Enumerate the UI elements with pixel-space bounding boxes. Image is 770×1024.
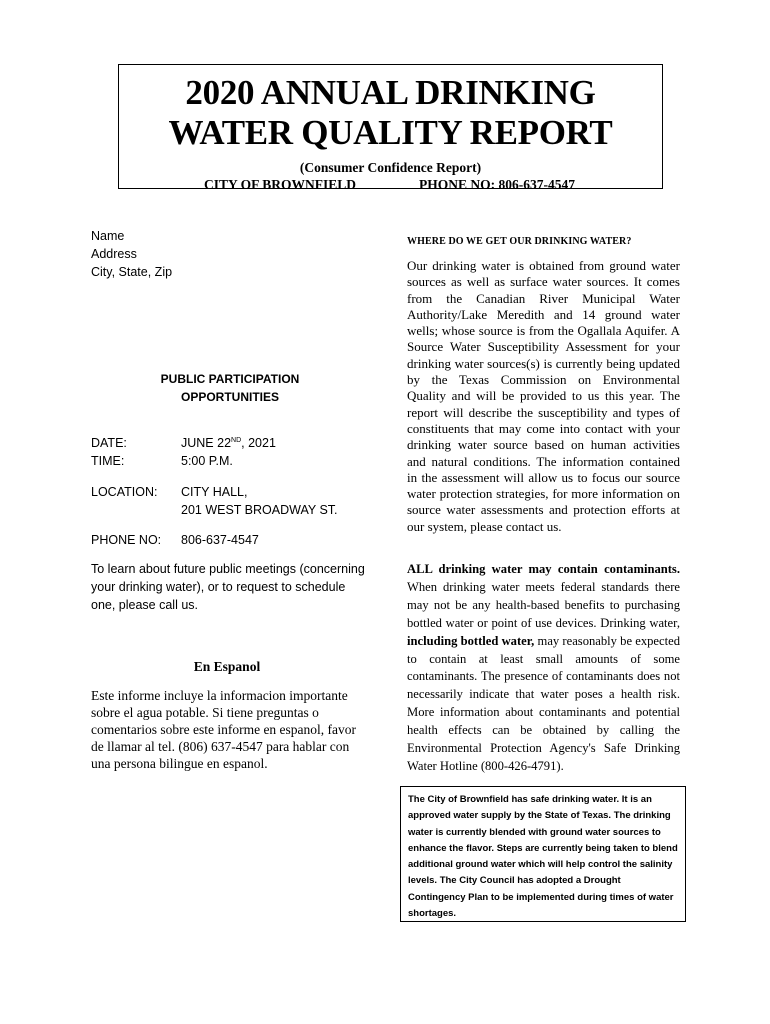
water-source-text: Our drinking water is obtained from ground water sources as well as surface water sources. It comes from the Canadian River Municipal Water Authority/Lake Meredith and 14 ground water wells; whose source is from the Ogallala Aquifer. A Source Water Susceptibility Assessment for your drinking water sources(s) is currently being updated by the Texas Commission on Environmental Quality and will be provided to us this year. The report will describe the susceptibility and types of constituents that may come into contact with your drinking water source based on human activities and natural conditions. The information contained in the assessment will allow us to focus our source water protection strategies, for more information on source water assessments and protection efforts at our system, please contact us. — [407, 258, 680, 534]
mailing-address — [91, 227, 172, 281]
date-value-main: JUNE 22 — [181, 436, 232, 450]
address-street: Address — [91, 247, 137, 261]
espanol-heading: En Espanol — [193, 659, 261, 674]
phone-label: PHONE NO: — [91, 533, 162, 547]
report-title-line2: WATER QUALITY REPORT — [168, 113, 613, 152]
date-value-sup: ND — [231, 436, 242, 444]
city-phone-line — [119, 176, 662, 193]
time-label: TIME: — [91, 454, 125, 468]
report-title — [119, 73, 662, 153]
phone-value: 806-637-4547 — [181, 533, 259, 547]
contaminants-part1: When drinking water meets federal standards there may not be any health-based benefits to purchasing bottled water or point of use devices. Drinking water, — [407, 579, 680, 630]
safe-water-notice: The City of Brownfield has safe drinking water. It is an approved water supply by the State of Texas. The drinking water is currently blended with ground water sources to enhance the flavor. Steps are currently being taken to blend additional ground water which will help control the salinity levels. The City Council has adopted a Drought Contingency Plan to be implemented during times of water shortages. — [400, 786, 686, 922]
contaminants-text — [407, 561, 680, 776]
contaminants-lead: ALL drinking water may contain contaminants. — [407, 562, 680, 576]
espanol-text: Este informe incluye la informacion importante sobre el agua potable. Si tiene preguntas o comentarios sobre este informe en espanol, favor de llamar al tel. (806) 637-4547 para hablar con una persona bilingue en espanol. — [91, 688, 357, 771]
address-name: Name — [91, 229, 125, 243]
future-meetings-text: To learn about future public meetings (concerning your drinking water), or to request to schedule one, please call us. — [91, 562, 365, 612]
contaminants-bottled: including bottled water, — [407, 633, 535, 648]
address-city-state-zip: City, State, Zip — [91, 265, 173, 279]
pp-heading-line1: PUBLIC PARTICIPATION — [160, 372, 300, 386]
date-value-year: , 2021 — [241, 436, 276, 450]
header-phone: PHONE NO: 806-637-4547 — [419, 177, 575, 192]
time-value: 5:00 P.M. — [181, 454, 233, 468]
date-label: DATE: — [91, 436, 127, 450]
report-title-line1: 2020 ANNUAL DRINKING — [185, 73, 596, 112]
water-source-heading: WHERE DO WE GET OUR DRINKING WATER? — [407, 236, 632, 247]
contaminants-part2: may reasonably be expected to contain at least small amounts of some contaminants. The presence of contaminants does not necessarily indicate that water poses a health risk. More information about contaminants and potential health effects can be obtained by calling the Environmental Protection Agency's Safe Drinking Water Hotline (800-426-4791). — [407, 633, 680, 773]
pp-heading-line2: OPPORTUNITIES — [180, 390, 279, 404]
report-subtitle: (Consumer Confidence Report) — [299, 160, 482, 175]
location-line2: 201 WEST BROADWAY ST. — [181, 503, 338, 517]
location-line1: CITY HALL, — [181, 485, 248, 499]
location-label: LOCATION: — [91, 485, 158, 499]
report-header — [118, 64, 663, 192]
date-value — [181, 434, 276, 452]
public-participation-heading — [120, 370, 340, 406]
city-name: CITY OF BROWNFIELD — [204, 177, 357, 192]
